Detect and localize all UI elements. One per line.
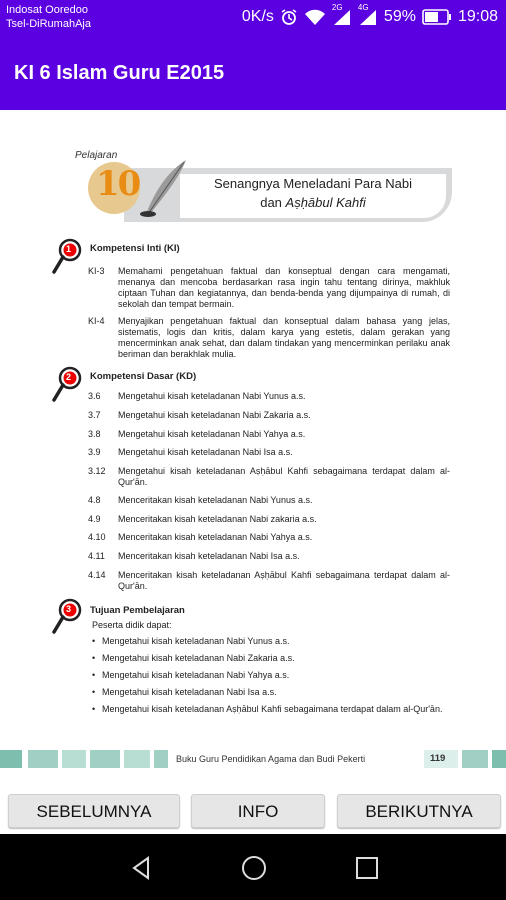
- previous-button[interactable]: SEBELUMNYA: [8, 794, 180, 828]
- ki-text: Memahami pengetahuan faktual dan konseptual dengan cara mengamati, menanya dan mencoba berdasarkan rasa ingin tahu tentang dirinya, makhluk ciptaan Tuhan dan kegiatannya, dan benda-benda yang dijumpainya di rumah, di sekolah dan tempat bermain.: [118, 266, 450, 309]
- kd-code: 4.11: [88, 551, 105, 561]
- net-speed: 0K/s: [241, 8, 274, 25]
- footer-tile: [0, 750, 22, 768]
- section-number: 1: [66, 244, 72, 254]
- kd-code: 3.12: [88, 466, 106, 476]
- kd-code: 4.9: [88, 514, 101, 524]
- objective-intro: Peserta didik dapat:: [92, 620, 172, 630]
- home-icon[interactable]: [240, 854, 268, 882]
- footer-tile: [124, 750, 150, 768]
- clock: 19:08: [457, 8, 498, 25]
- lesson-title-line-1: Senangnya Meneladani Para Nabi: [213, 176, 413, 191]
- network-type-label: 2G: [331, 3, 343, 12]
- kd-code: 4.8: [88, 495, 101, 505]
- footer-tile: [62, 750, 86, 768]
- kd-text: Mengetahui kisah keteladanan Nabi Yahya a.s.: [118, 429, 306, 439]
- ki-code: KI-3: [88, 266, 105, 276]
- kd-text: Menceritakan kisah keteladanan Aṣḥābul Kahfi sebagaimana terdapat dalam al-Qur'ān.: [118, 570, 450, 591]
- app-title: KI 6 Islam Guru E2015: [14, 62, 225, 84]
- navigation-buttons: [0, 790, 506, 834]
- signal-icon: [331, 3, 352, 26]
- objective-item: • Mengetahui kisah keteladanan Nabi Yunus a.s.: [102, 636, 454, 647]
- section-number: 3: [66, 604, 72, 614]
- objective-item: • Mengetahui kisah keteladanan Nabi Zakaria a.s.: [102, 653, 454, 664]
- kd-text: Mengetahui kisah keteladanan Nabi Yunus a.s.: [118, 391, 306, 401]
- network-type-label: 4G: [357, 3, 369, 12]
- ki-code: KI-4: [88, 316, 105, 326]
- section-title: Tujuan Pembelajaran: [90, 605, 185, 616]
- footer-tile: [28, 750, 58, 768]
- next-button[interactable]: BERIKUTNYA: [337, 794, 501, 828]
- carrier-info: [6, 3, 91, 31]
- info-button[interactable]: INFO: [191, 794, 325, 828]
- battery-percent: 59%: [383, 8, 416, 25]
- section-number: 2: [66, 372, 72, 382]
- kd-code: 4.14: [88, 570, 106, 580]
- kd-text: Menceritakan kisah keteladanan Nabi Isa a.s.: [118, 551, 300, 561]
- kd-code: 3.8: [88, 429, 101, 439]
- kd-text: Mengetahui kisah keteladanan Aṣḥābul Kahfi sebagaimana terdapat dalam al-Qur'ān.: [118, 466, 450, 487]
- alarm-icon: [280, 8, 298, 26]
- book-title-footer: Buku Guru Pendidikan Agama dan Budi Pekerti: [176, 754, 366, 764]
- page-number: 119: [430, 753, 446, 764]
- signal-icon: [357, 3, 378, 26]
- objective-item: • Mengetahui kisah keteladanan Nabi Isa a.s.: [102, 687, 454, 698]
- kd-code: 3.9: [88, 447, 101, 457]
- kd-text: Mengetahui kisah keteladanan Nabi Zakaria a.s.: [118, 410, 311, 420]
- carrier-name-1: Indosat Ooredoo: [6, 4, 88, 16]
- kd-text: Mengetahui kisah keteladanan Nabi Isa a.s.: [118, 447, 293, 457]
- ki-text: Menyajikan pengetahuan faktual dan konseptual dalam bahasa yang jelas, sistematis, logis dan kritis, dalam karya yang estetis, dalam gerakan yang mencerminkan anak sehat, dan dalam tindakan yang mencerminkan perilaku anak beriman dan berakhlak mulia.: [118, 316, 450, 359]
- system-nav-bar: [0, 834, 506, 900]
- battery-icon: [422, 9, 452, 25]
- kd-text: Menceritakan kisah keteladanan Nabi Yahya a.s.: [118, 532, 313, 542]
- lesson-number: 10: [96, 164, 140, 204]
- kd-text: Menceritakan kisah keteladanan Nabi Yunus a.s.: [118, 495, 313, 505]
- lesson-title: [180, 174, 446, 212]
- lesson-label: Pelajaran: [75, 150, 118, 161]
- footer-tile: [462, 750, 488, 768]
- kd-code: 4.10: [88, 532, 106, 542]
- recents-icon[interactable]: [355, 856, 379, 880]
- objective-item: • Mengetahui kisah keteladanan Aṣḥābul Kahfi sebagaimana terdapat dalam al-Qur'ān.: [102, 704, 454, 715]
- footer-tile: [492, 750, 506, 768]
- status-icons: [241, 3, 498, 26]
- kd-text: Menceritakan kisah keteladanan Nabi zakaria a.s.: [118, 514, 317, 524]
- lesson-title-line-2: dan Aṣḥābul Kahfi: [260, 195, 366, 210]
- status-bar: [0, 0, 506, 36]
- book-page[interactable]: [0, 110, 506, 790]
- lesson-title-italic: Aṣḥābul Kahfi: [285, 195, 366, 210]
- footer-tile: [154, 750, 168, 768]
- kd-code: 3.6: [88, 391, 101, 401]
- lesson-banner: [60, 150, 452, 240]
- carrier-name-2: Tsel-DiRumahAja: [6, 18, 91, 30]
- app-bar: [0, 36, 506, 110]
- objective-item: • Mengetahui kisah keteladanan Nabi Yahya a.s.: [102, 670, 454, 681]
- wifi-icon: [304, 8, 326, 26]
- footer-tile: [90, 750, 120, 768]
- section-title: Kompetensi Inti (KI): [90, 243, 180, 254]
- section-title: Kompetensi Dasar (KD): [90, 371, 197, 382]
- back-icon[interactable]: [128, 855, 154, 881]
- kd-code: 3.7: [88, 410, 101, 420]
